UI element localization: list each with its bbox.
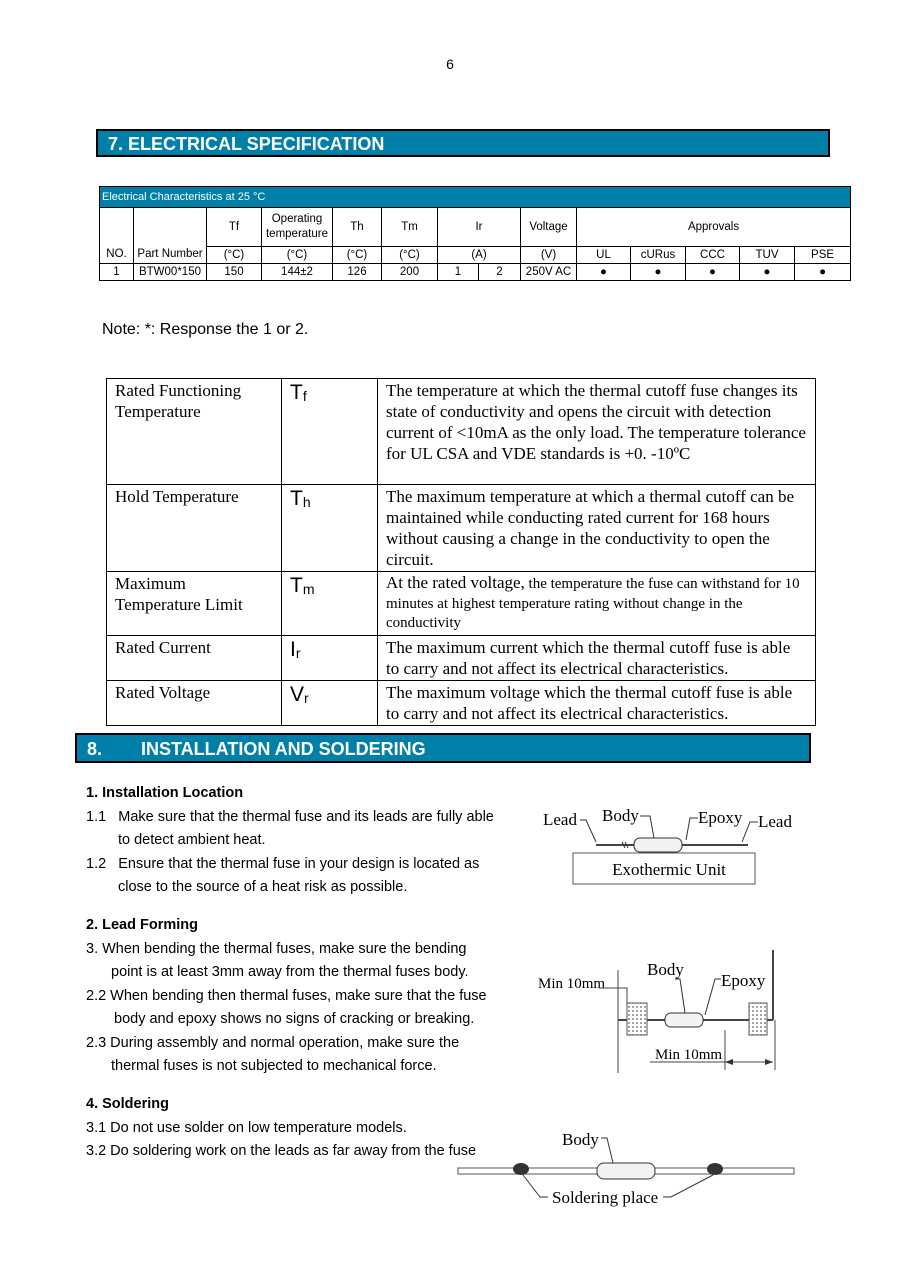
label-body: Body xyxy=(647,960,684,979)
cell-approval-mark: ● xyxy=(795,264,851,281)
definition-desc: The maximum voltage which the thermal cutoff fuse is able to carry and not affect its electrical characteristics. xyxy=(378,680,816,725)
clamp-right xyxy=(749,1003,767,1035)
definition-desc: The temperature at which the thermal cutoff fuse changes its state of conductivity and opens the circuit with detection current of <10mA as the only load. The temperature tolerance for UL CSA and VDE standards is +0. -10ºC xyxy=(378,379,816,485)
section-title: INSTALLATION AND SOLDERING xyxy=(141,739,426,759)
list-item-continuation: thermal fuses is not subjected to mechanical force. xyxy=(111,1058,437,1074)
installation-location-block xyxy=(86,782,526,900)
soldering-diagram xyxy=(455,1125,800,1210)
header-th: Th xyxy=(333,208,382,247)
header-approvals: Approvals xyxy=(577,208,851,247)
section-7-header: 7. ELECTRICAL SPECIFICATION xyxy=(96,129,830,157)
definition-symbol: $I_r$ xyxy=(282,635,378,680)
cell-approval-mark: ● xyxy=(631,264,686,281)
unit-cell: (A) xyxy=(438,247,521,264)
list-item: 3. When bending the thermal fuses, make sure the bending xyxy=(86,940,467,957)
section-8-header xyxy=(75,733,811,763)
electrical-characteristics-table xyxy=(99,186,851,281)
definition-term: Rated Voltage xyxy=(107,680,282,725)
approval-curus: cURus xyxy=(631,247,686,264)
cell-tf: 150 xyxy=(207,264,262,281)
definitions-table xyxy=(106,378,816,726)
list-item: 3.2 Do soldering work on the leads as far away from the fuse xyxy=(86,1143,477,1159)
definition-desc: At the rated voltage, the temperature the fuse can withstand for 10 minutes at highest temperature rating without change in the conductivity xyxy=(378,572,816,636)
approval-ccc: CCC xyxy=(686,247,740,264)
list-item-continuation: close to the source of a heat risk as possible. xyxy=(118,879,408,895)
header-ir: Ir xyxy=(438,208,521,247)
header-tm: Tm xyxy=(382,208,438,247)
section-number: 8. xyxy=(87,739,103,759)
list-item-continuation: point is at least 3mm away from the thermal fuses body. xyxy=(111,964,469,980)
header-operating-temperature: Operating temperature xyxy=(262,208,333,247)
cell-approval-mark: ● xyxy=(577,264,631,281)
definition-row xyxy=(107,379,816,485)
cell-ir-1: 1 xyxy=(438,264,479,281)
list-item-continuation: to detect ambient heat. xyxy=(118,832,266,848)
unit-cell: (°C) xyxy=(333,247,382,264)
unit-cell: (°C) xyxy=(207,247,262,264)
definition-symbol: $T_m$ xyxy=(282,572,378,636)
cell-approval-mark: ● xyxy=(686,264,740,281)
label-body: Body xyxy=(602,806,639,825)
definition-symbol: $T_h$ xyxy=(282,485,378,572)
definition-row xyxy=(107,635,816,680)
list-item: 1.2 Ensure that the thermal fuse in your design is located as xyxy=(86,855,480,872)
header-no: NO. xyxy=(100,208,134,264)
cell-part-number: BTW00*150 xyxy=(134,264,207,281)
unit-cell: (°C) xyxy=(382,247,438,264)
definition-term: Rated Functioning Temperature xyxy=(107,379,282,485)
list-item: 2.2 When bending then thermal fuses, make sure that the fuse xyxy=(86,987,487,1004)
exothermic-unit-label: Exothermic Unit xyxy=(612,860,726,879)
label-epoxy: Epoxy xyxy=(721,971,766,990)
label-min-left: Min 10mm xyxy=(538,976,606,992)
approval-pse: PSE xyxy=(795,247,851,264)
label-lead-left: Lead xyxy=(543,810,577,829)
label-min-bottom: Min 10mm xyxy=(655,1047,723,1063)
cell-th: 126 xyxy=(333,264,382,281)
header-voltage: Voltage xyxy=(521,208,577,247)
unit-cell: (V) xyxy=(521,247,577,264)
label-body: Body xyxy=(562,1130,599,1149)
cell-voltage: 250V AC xyxy=(521,264,577,281)
label-lead-right: Lead xyxy=(758,812,792,831)
lead-forming-heading: 2. Lead Forming xyxy=(86,917,198,933)
definition-row xyxy=(107,572,816,636)
definition-row xyxy=(107,680,816,725)
definition-desc: The maximum temperature at which a thermal cutoff can be maintained while conducting rated current for 168 hours without causing a change in the conductivity to open the circuit. xyxy=(378,485,816,572)
fuse-body-shape xyxy=(665,1013,703,1027)
cell-operating-temperature: 144±2 xyxy=(262,264,333,281)
unit-cell: (°C) xyxy=(262,247,333,264)
lead-forming-diagram xyxy=(535,945,790,1080)
fuse-body-shape xyxy=(597,1163,655,1179)
definition-term: Maximum Temperature Limit xyxy=(107,572,282,636)
note-text: Note: *: Response the 1 or 2. xyxy=(102,321,309,338)
definition-term: Rated Current xyxy=(107,635,282,680)
approval-tuv: TUV xyxy=(740,247,795,264)
cell-no: 1 xyxy=(100,264,134,281)
cell-approval-mark: ● xyxy=(740,264,795,281)
header-part-number: Part Number xyxy=(134,208,207,264)
list-item-continuation: body and epoxy shows no signs of cracking or breaking. xyxy=(114,1011,475,1027)
table-row xyxy=(100,264,851,281)
definition-symbol: $V_r$ xyxy=(282,680,378,725)
list-item: 1.1 Make sure that the thermal fuse and its leads are fully able xyxy=(86,808,494,825)
definition-desc: The maximum current which the thermal cutoff fuse is able to carry and not affect its electrical characteristics. xyxy=(378,635,816,680)
approval-ul: UL xyxy=(577,247,631,264)
list-item: 3.1 Do not use solder on low temperature models. xyxy=(86,1119,407,1136)
list-item: 2.3 During assembly and normal operation, make sure the xyxy=(86,1034,460,1051)
label-epoxy: Epoxy xyxy=(698,808,743,827)
installation-heading: 1. Installation Location xyxy=(86,785,244,801)
table-caption: Electrical Characteristics at 25 °C xyxy=(100,187,851,208)
label-soldering-place: Soldering place xyxy=(552,1188,659,1207)
definition-term: Hold Temperature xyxy=(107,485,282,572)
lead-forming-block xyxy=(86,914,526,1079)
installation-diagram xyxy=(530,798,800,893)
cell-ir-2: 2 xyxy=(479,264,521,281)
definition-row xyxy=(107,485,816,572)
solder-point-right xyxy=(707,1163,723,1175)
fuse-body-shape xyxy=(634,838,682,852)
definition-symbol: $T_f$ xyxy=(282,379,378,485)
page-number: 6 xyxy=(446,56,454,72)
header-tf: Tf xyxy=(207,208,262,247)
soldering-heading: 4. Soldering xyxy=(86,1096,169,1112)
solder-point-left xyxy=(513,1163,529,1175)
clamp-left xyxy=(627,1003,647,1035)
cell-tm: 200 xyxy=(382,264,438,281)
